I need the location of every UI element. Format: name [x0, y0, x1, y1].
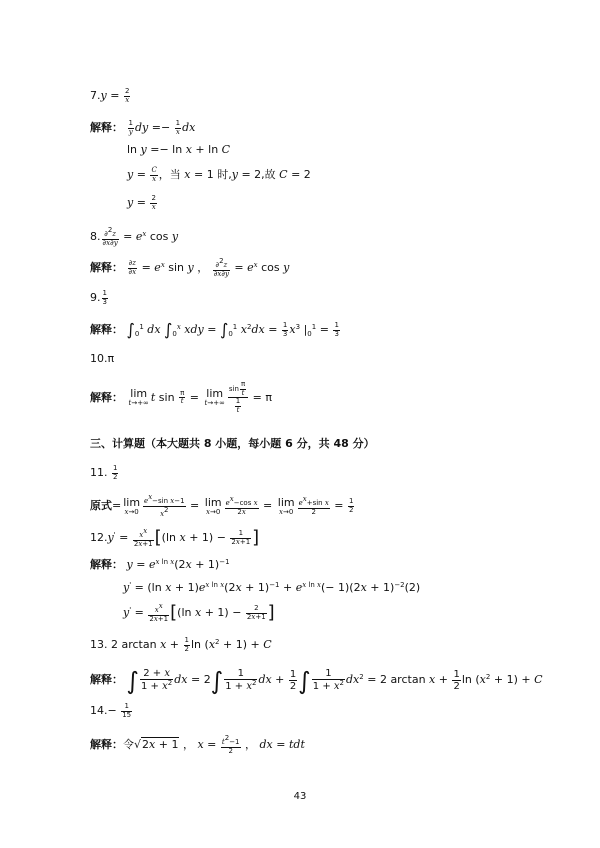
problem-10-answer: 10.π — [90, 352, 115, 365]
explanation-label: 解释： — [90, 121, 123, 135]
problem-number: 11. — [90, 466, 108, 480]
section-3-heading: 三、计算题（本大题共 8 小题，每小题 6 分，共 48 分） — [90, 437, 375, 450]
problem-11-explanation: 原式= lim x→0 $\frac{\text{ex−sin x−1}}{x2}$ = lim x→0 $\frac{\text{ex−cos x}}{2x}$ = lim x→0 $\frac{\text{ex+sin x}}{2}$ = $\frac{1}{2}$ — [90, 493, 354, 518]
explanation-label: 解释： — [90, 261, 123, 275]
problem-7-step-2: ln y =− ln x + ln C — [127, 143, 231, 156]
problem-7-step-4: y = $\frac{2}{x}$ — [127, 194, 156, 211]
problem-7-explanation: 解释： $\frac{1}{y}$ dy =− $\frac{1}{x}$ dx — [90, 119, 196, 136]
problem-14-answer: 14.− $\frac{1}{15}$ — [90, 702, 132, 719]
problem-number: 13. — [90, 638, 108, 652]
let-label: 令 — [123, 738, 134, 752]
problem-8-answer: 8. $\frac{\partial 2z}{\partial x\partial y}$ = $e^x$ cos y — [90, 226, 179, 247]
problem-number: 12. — [90, 531, 108, 545]
explanation-label: 解释： — [90, 558, 123, 571]
problem-13-explanation: 解释： ∫ $\frac{2 + x}{1 + x^2}$ dx = 2∫ $\frac{1}{1 + x^2}$ dx + $\frac{1}{2}$ ∫ $\frac{1}{1 + x^2}$ $dx^2 = 2$ arctan x + $\frac{1}{2}$ $\ln (x^2 + 1) + C$ — [90, 667, 543, 695]
problem-13-answer: 13. 2 arctan x + $\frac{1}{2}$ $\ln (x^2 + 1) + C$ — [90, 636, 272, 653]
problem-9-answer: 9. $\frac{1}{3}$ — [90, 289, 107, 306]
explanation-label: 解释： — [90, 673, 123, 686]
problem-number: 10. — [90, 352, 108, 365]
page-number: 43 — [293, 791, 307, 802]
problem-14-explanation: 解释：令√2x + 1 ， x = $\frac{t2-1}{2}$ ， dx = tdt — [90, 734, 305, 755]
problem-number: 8. — [90, 230, 101, 244]
problem-12-explanation: 解释： $y = e^{x ln x}(2x + 1)^{-1}$ — [90, 558, 230, 571]
problem-11-answer: 11. $\frac{1}{2}$ — [90, 464, 118, 481]
original-expression-label: 原式 — [90, 499, 112, 513]
problem-7-answer: 7.y = $\frac{2}{x}$ — [90, 87, 130, 104]
problem-number: 9. — [90, 291, 101, 305]
problem-7-step-3: y = $\frac{C}{x}$ ，当 x = 1 时,y = 2,故 C = 2 — [127, 166, 311, 183]
problem-10-explanation: 解释： lim t→+∞ t sin $\frac{\pi}{t}$ = lim t→+∞ sin $\frac{\pi}{t}$ $\frac{1}{t}$ = π — [90, 380, 272, 415]
problem-12-step-3: y' = $\frac{xx}{2x+1}$ [(ln x + 1) − $\frac{2}{2x+1}$ ] — [123, 602, 275, 624]
problem-12-answer: 12.y' = $\frac{xx}{2x+1}$ [(ln x + 1) − $\frac{1}{2x+1}$ ] — [90, 527, 260, 549]
problem-12-step-2: y' = (ln $x + 1)e^{x ln x}(2x + 1)^{-1} + e^{x ln x}(- 1)(2x + 1)^{-2}(2)$ — [123, 581, 421, 594]
explanation-label: 解释： — [90, 390, 123, 404]
explanation-label: 解释： — [90, 738, 123, 752]
problem-8-explanation: 解释： $\frac{\partial z}{\partial x}$ = $e^x$ sin y ， $\frac{\partial 2z}{\partial x\partial y}$ = $e^x$ cos y — [90, 257, 290, 278]
problem-number: 7. — [90, 89, 101, 103]
explanation-label: 解释： — [90, 323, 123, 337]
problem-9-explanation: 解释： $\int_0^1$ dx $\int_0^x$ xdy = $\int_0^1$ $x^2dx$ = $\frac{1}{3}$ $x^3$ $|_0^1$ = $\frac{1}{3}$ — [90, 320, 339, 340]
problem-number: 14. — [90, 704, 108, 718]
